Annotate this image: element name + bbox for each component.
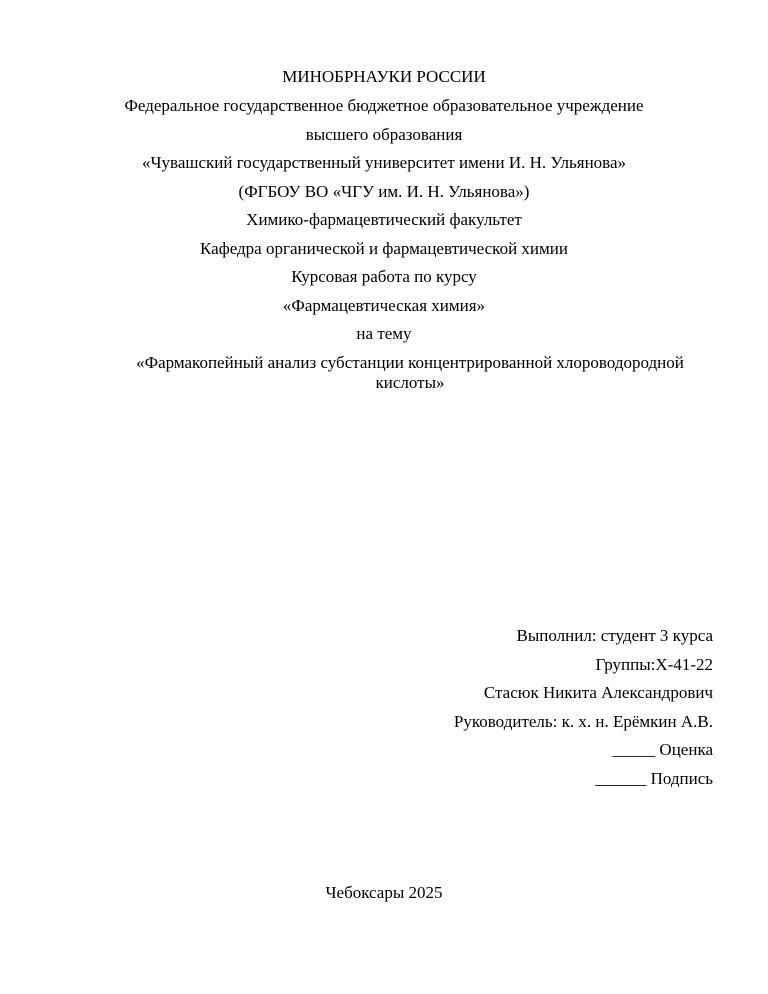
signature-line: ______ Подпись	[595, 769, 713, 788]
topic-label: на тему	[356, 324, 412, 343]
supervisor-line: Руководитель: к. х. н. Ерёмкин А.В.	[453, 712, 713, 731]
ministry-line: МИНОБРНАУКИ РОССИИ	[282, 67, 486, 86]
university-abbreviation: (ФГБОУ ВО «ЧГУ им. И. Н. Ульянова»)	[238, 182, 530, 201]
performed-by-line: Выполнил: студент 3 курса	[516, 626, 713, 645]
department-name: Кафедра органической и фармацевтической химии	[200, 239, 568, 258]
institution-type-line-1: Федеральное государственное бюджетное образовательное учреждение	[124, 96, 644, 115]
university-name: «Чувашский государственный университет имени И. Н. Ульянова»	[141, 153, 627, 172]
student-name-line: Стасюк Никита Александрович	[483, 683, 713, 702]
faculty-name: Химико-фармацевтический факультет	[246, 210, 522, 229]
institution-type-line-2: высшего образования	[305, 125, 463, 144]
group-line: Группы:Х-41-22	[595, 655, 713, 674]
grade-line: _____ Оценка	[612, 740, 713, 759]
topic-title: «Фармакопейный анализ субстанции концентрированной хлороводородной кислоты»	[136, 353, 684, 392]
course-name: «Фармацевтическая химия»	[282, 296, 486, 315]
work-type: Курсовая работа по курсу	[291, 267, 477, 286]
city-year-footer: Чебоксары 2025	[325, 883, 443, 902]
